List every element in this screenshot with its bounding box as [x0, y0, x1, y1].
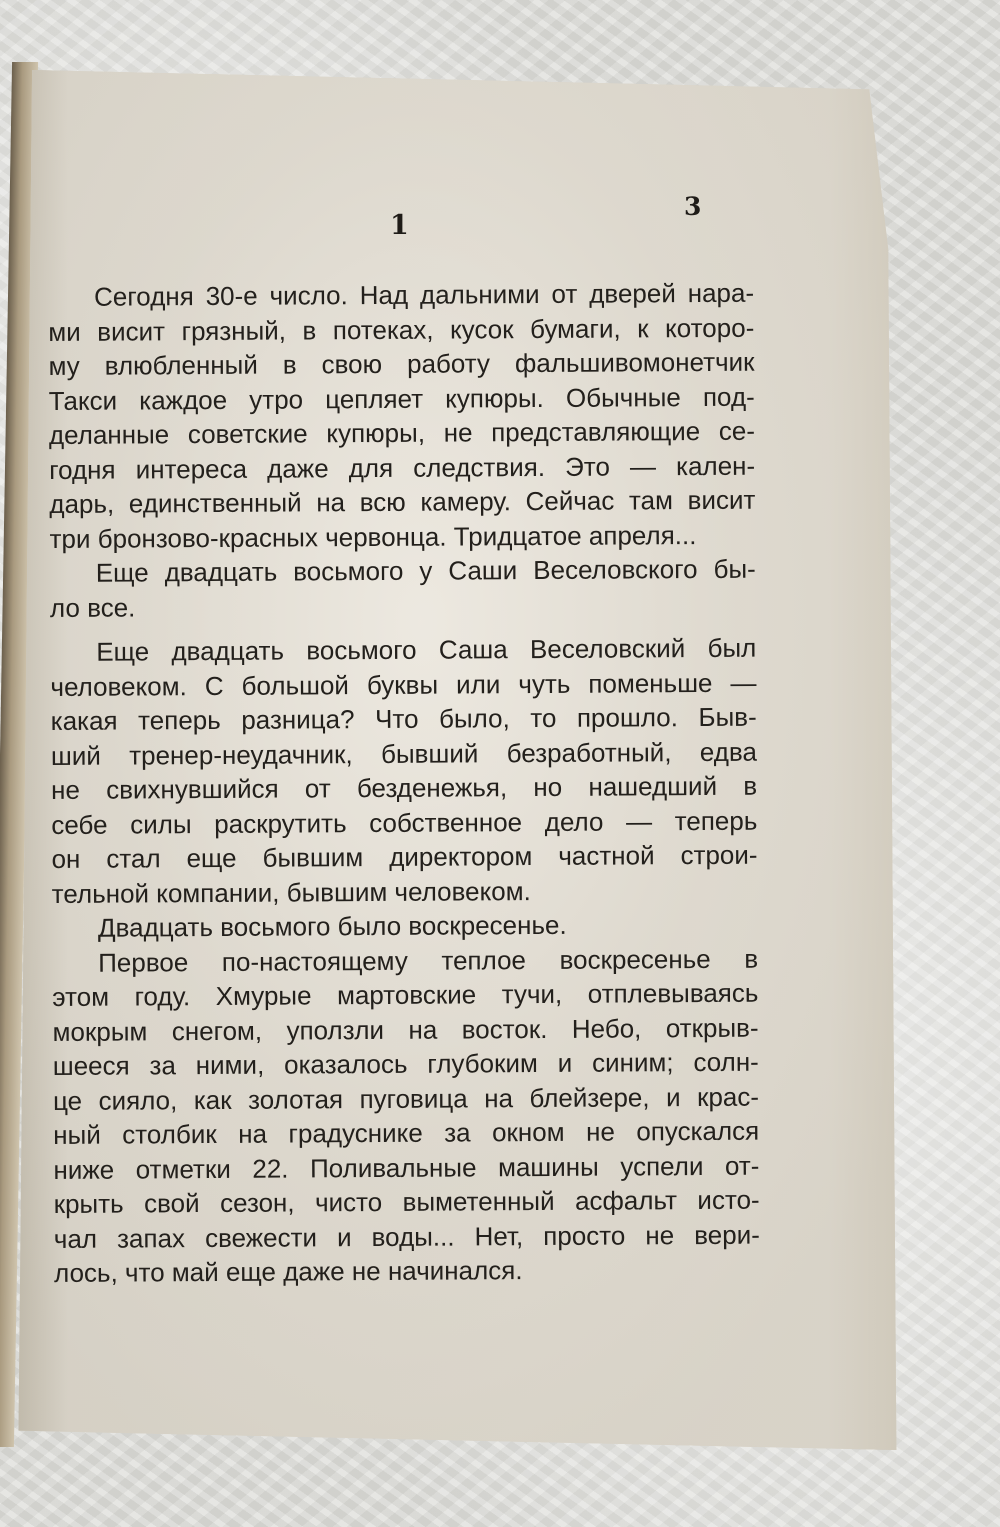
chapter-text: [48, 276, 760, 1291]
text-line: це сияло, как золотая пуговица на блейзере, и крас-: [52, 1081, 760, 1116]
chapter-number: 1: [390, 210, 409, 241]
text-line: тельной компании, бывшим человеком.: [51, 875, 531, 909]
text-line: ниже отметки 22. Поливальные машины успели от-: [53, 1150, 760, 1185]
text-line: Еще двадцать восьмого у Саши Веселовского бы-: [95, 553, 756, 588]
text-line: крыть свой сезон, чисто выметенный асфальт исто-: [53, 1184, 760, 1219]
text-line: ми висит грязный, в потеках, кусок бумаги, к которо-: [48, 312, 755, 347]
text-line: шееся за ними, оказалось глубоким и синим; солн-: [52, 1046, 759, 1081]
text-line: ный столбик на градуснике за окном не опускался: [53, 1115, 760, 1150]
text-line: Еще двадцать восьмого Саша Веселовский был: [96, 632, 757, 667]
page-number: 3: [684, 192, 702, 221]
text-line: му влюбленный в свою работу фальшивомонетчик: [48, 346, 755, 381]
text-line: человеком. С большой буквы или чуть поменьше —: [50, 667, 757, 702]
text-line: ший тренер-неудачник, бывший безработный, едва: [50, 736, 757, 771]
text-line: деланные советские купюры, не представляющие се-: [48, 415, 756, 450]
text-line: годня интереса даже для следствия. Это — кален-: [49, 450, 756, 485]
text-line: этом году. Хмурые мартовские тучи, отплевываясь: [52, 977, 759, 1012]
text-line: три бронзово-красных червонца. Тридцатое апреля...: [49, 519, 697, 554]
text-line: Такси каждое утро цепляет купюры. Обычные под-: [48, 381, 755, 416]
text-line: какая теперь разница? Что было, то прошло. Быв-: [50, 701, 757, 736]
text-line: Первое по-настоящему теплое воскресенье в: [98, 943, 759, 978]
text-line: не свихнувшийся от безденежья, но нашедший в: [51, 770, 758, 805]
text-line: мокрым снегом, уползли на восток. Небо, открыв-: [52, 1012, 759, 1047]
text-line: Двадцать восьмого было воскресенье.: [97, 909, 567, 943]
text-line: он стал еще бывшим директором частной строи-: [51, 839, 758, 874]
text-line: чал запах свежести и воды... Нет, просто не вери-: [53, 1219, 760, 1254]
text-line: лось, что май еще даже не начинался.: [53, 1255, 523, 1288]
text-line: Сегодня 30-е число. Над дальними от дверей нара-: [94, 277, 755, 312]
text-line: ло все.: [49, 591, 136, 623]
text-line: дарь, единственный на всю камеру. Сейчас там висит: [49, 484, 756, 519]
text-line: себе силы раскрутить собственное дело — теперь: [51, 805, 758, 840]
